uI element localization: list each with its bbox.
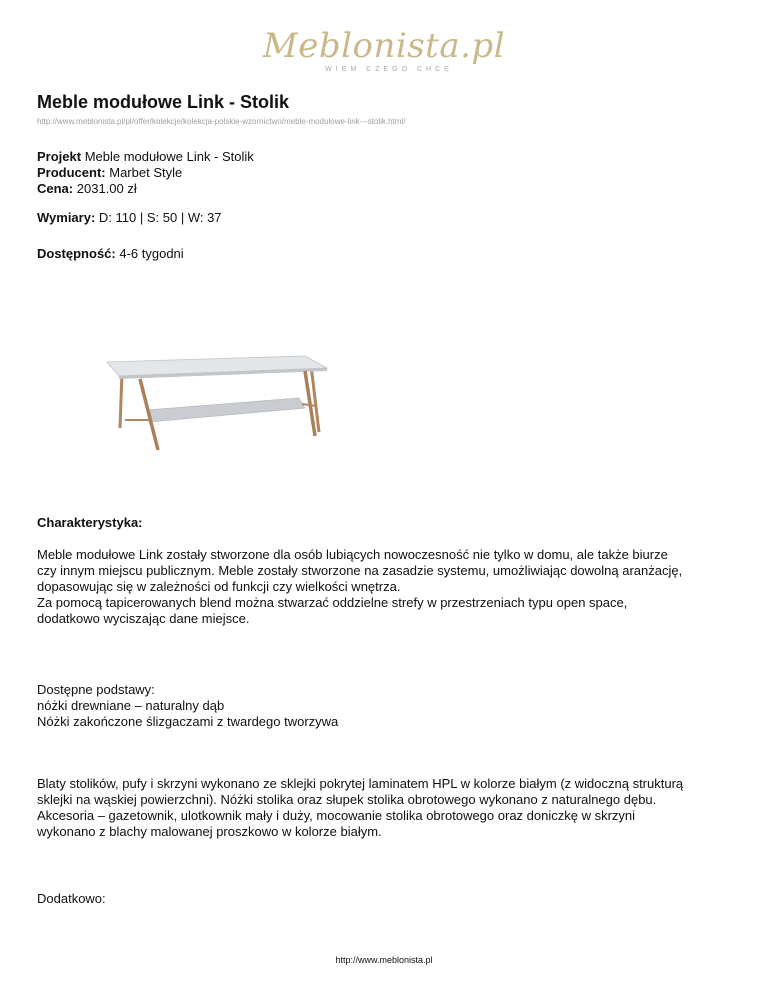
bases-paragraph [37,682,737,730]
detail-producent [37,165,254,181]
logo-tagline: WIEM CZEGO CHCĘ [325,66,453,73]
detail-dostepnosc [37,246,184,262]
materials-line: wykonano z blachy malowanej proszkowo w kolorze białym. [37,824,382,839]
logo-wordmark: Meblonista.pl [262,26,506,66]
bases-line: nóżki drewniane – naturalny dąb [37,698,225,713]
source-url[interactable]: http://www.meblonista.pl/pl/offer/kolekcje/kolekcja-polskie-wzornictwo/meble-modulowe-link---stolik.html/ [37,117,406,126]
materials-line: Akcesoria – gazetownik, ulotkownik mały i duży, mocowanie stolika obrotowego oraz doniczkę w skrzyni [37,808,636,823]
page-title: Meble modułowe Link - Stolik [37,92,290,112]
producent-label: Producent: [37,165,106,180]
materials-line: Blaty stolików, pufy i skrzyni wykonano ze sklejki pokrytej laminatem HPL w kolorze białym (z widoczną strukturą [37,776,684,791]
product-image [37,300,367,500]
description-line: dopasowując się w zależności od funkcji czy wielkości wnętrza. [37,579,401,594]
description-line: dodatkowo wyciszając dane miejsce. [37,611,250,626]
producent-value: Marbet Style [109,165,183,180]
dostepnosc-value: 4-6 tygodni [119,246,184,261]
projekt-value: Meble modułowe Link - Stolik [84,149,254,164]
cena-label: Cena: [37,181,74,196]
additional-heading: Dodatkowo: [37,891,106,906]
characteristics-heading: Charakterystyka: [37,515,143,530]
bases-line: Nóżki zakończone ślizgaczami z twardego tworzywa [37,714,339,729]
detail-projekt [37,149,254,165]
detail-cena [37,181,254,197]
projekt-label: Projekt [37,149,82,164]
product-details [37,149,254,197]
bases-line: Dostępne podstawy: [37,682,155,697]
dostepnosc-label: Dostępność: [37,246,116,261]
wymiary-value: D: 110 | S: 50 | W: 37 [98,210,222,225]
description-line: czy innym miejscu publicznym. Meble zostały stworzone na zasadzie systemu, umożliwiając dowolną aranżację, [37,563,683,578]
description-paragraph [37,547,737,627]
cena-value: 2031.00 zł [76,181,137,196]
materials-paragraph [37,776,737,840]
wymiary-label: Wymiary: [37,210,96,225]
description-line: Meble modułowe Link zostały stworzone dla osób lubiących nowoczesność nie tylko w domu, ale także biurze [37,547,668,562]
description-line: Za pomocą tapicerowanych blend można stwarzać oddzielne strefy w przestrzeniach typu open space, [37,595,628,610]
table-shelf [147,398,305,422]
materials-line: sklejki na wąskiej powierzchni). Nóżki stolika oraz słupek stolika obrotowego wykonano z naturalnego dębu. [37,792,657,807]
table-leg-back-left [120,372,122,428]
footer-url[interactable]: http://www.meblonista.pl [335,955,433,965]
detail-wymiary [37,210,222,226]
site-logo[interactable] [0,28,768,73]
